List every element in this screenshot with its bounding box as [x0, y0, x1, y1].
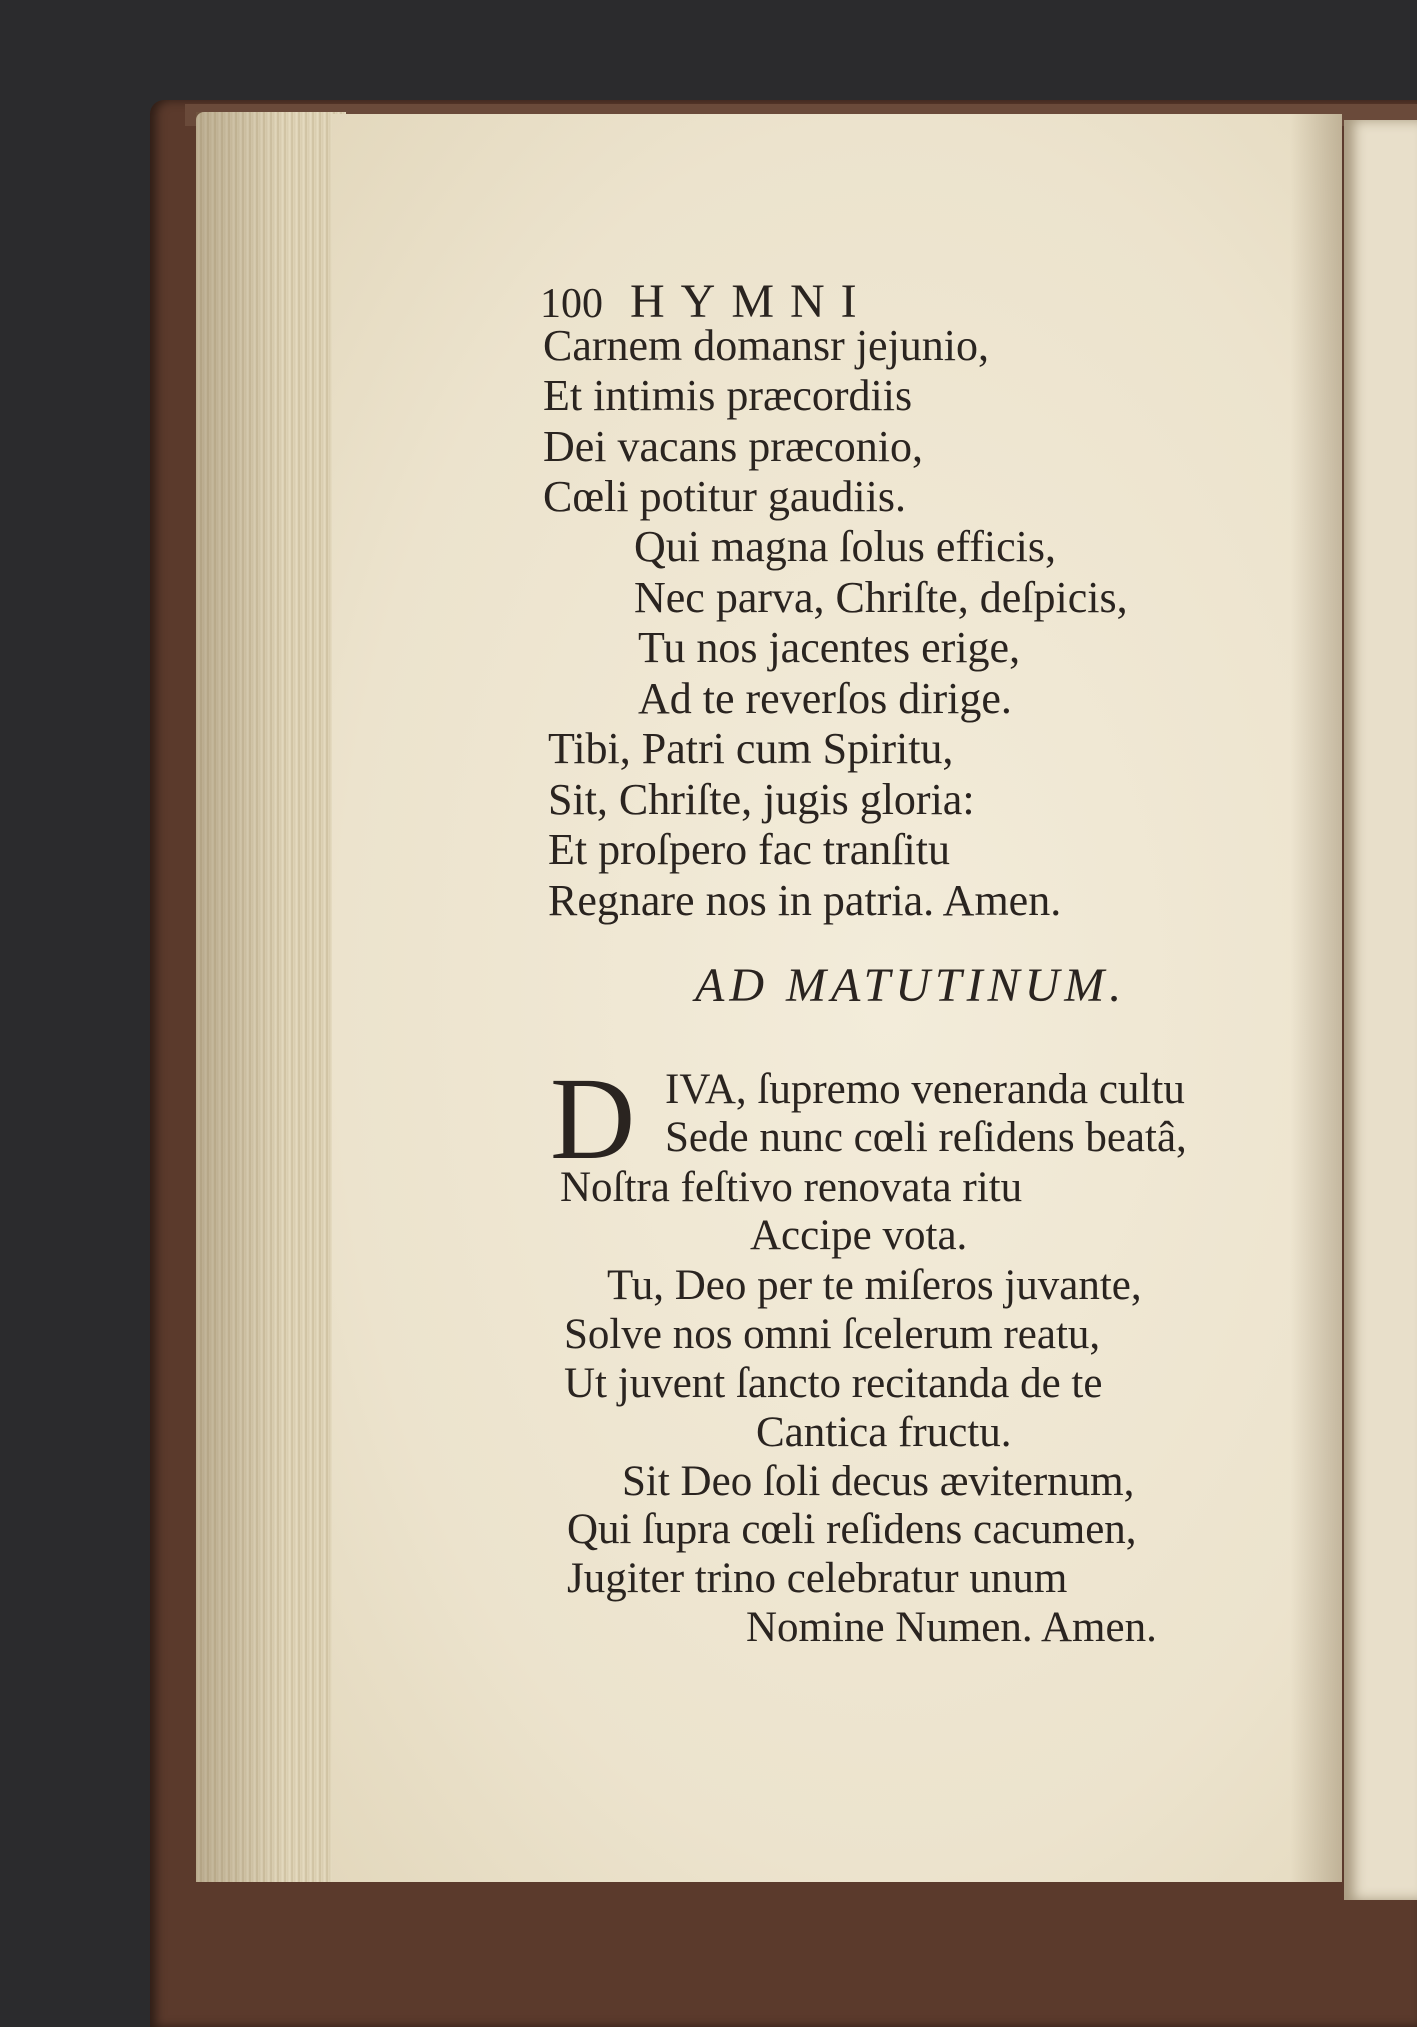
verse-line: Sit Deo ſoli decus æviternum, [622, 1458, 1135, 1505]
verse-line: Sit, Chriſte, jugis gloria: [548, 775, 975, 824]
verse-line: Dei vacans præconio, [543, 422, 923, 471]
verse-line: Sede nunc cœli reſidens beatâ, [665, 1114, 1187, 1161]
page-edges-shadow [196, 112, 346, 1882]
section-heading: AD MATUTINUM. [695, 959, 1127, 1012]
verse-line: Nec parva, Chriſte, deſpicis, [634, 573, 1128, 622]
verse-line: Accipe vota. [750, 1212, 968, 1259]
verse-line: Et proſpero fac tranſitu [548, 825, 950, 874]
verse-line: Qui magna ſolus efficis, [634, 522, 1056, 571]
verse-line: Noſtra feſtivo renovata ritu [560, 1164, 1023, 1211]
verse-line: Cantica fructu. [756, 1409, 1012, 1456]
verse-line: Carnem domansr jejunio, [543, 321, 990, 370]
facing-page [1344, 120, 1417, 1900]
verse-line: Jugiter trino celebratur unum [567, 1555, 1068, 1602]
verse-line: Cœli potitur gaudiis. [543, 472, 906, 521]
verse-line: Tibi, Patri cum Spiritu, [548, 724, 954, 773]
verse-line: Tu, Deo per te miſeros juvante, [607, 1262, 1142, 1309]
verse-line: Regnare nos in patria. Amen. [548, 876, 1062, 925]
page-number: 100 [540, 281, 603, 327]
verse-line: Nomine Numen. Amen. [746, 1604, 1157, 1651]
verse-line: Et intimis præcordiis [543, 371, 913, 420]
page-gutter-shadow [1290, 114, 1342, 1882]
drop-cap: D [550, 1053, 636, 1184]
verse-line: IVA, ſupremo veneranda cultu [665, 1066, 1185, 1113]
verse-line: Tu nos jacentes erige, [638, 623, 1021, 672]
running-title: HYMNI [630, 275, 873, 328]
verse-line: Ut juvent ſancto recitanda de te [564, 1360, 1103, 1407]
verse-line: Qui ſupra cœli reſidens cacumen, [567, 1506, 1137, 1553]
verse-line: Solve nos omni ſcelerum reatu, [564, 1311, 1101, 1358]
verse-line: Ad te reverſos dirige. [638, 674, 1012, 723]
